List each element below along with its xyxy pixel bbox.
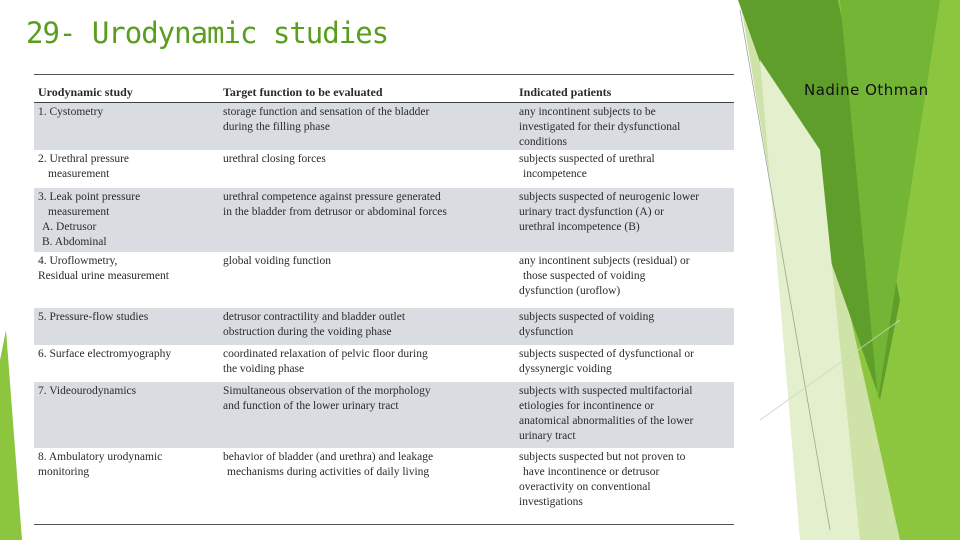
table-row	[34, 252, 734, 308]
cell-patients: subjects suspected of dysfunctional or dyssynergic voiding	[519, 348, 695, 375]
cell-study: 7. Videourodynamics	[34, 382, 219, 448]
cell-patients: subjects suspected of urethral incompetence	[519, 153, 655, 180]
header-urodynamic-study: Urodynamic study	[34, 76, 219, 103]
cell-patients: any incontinent subjects to be investigated for their dysfunctional conditions	[515, 103, 734, 151]
cell-study: 1. Cystometry	[34, 103, 219, 151]
cell-patients: any incontinent subjects (residual) or those suspected of voiding dysfunction (uroflow)	[519, 255, 690, 297]
table-row	[34, 188, 734, 252]
cell-patients: subjects suspected of voiding dysfunction	[515, 308, 734, 345]
slide-title: 29- Urodynamic studies	[26, 16, 389, 50]
decor-left-strip	[0, 330, 22, 540]
cell-target: coordinated relaxation of pelvic floor during the voiding phase	[223, 348, 428, 375]
cell-patients: subjects suspected of neurogenic lower urinary tract dysfunction (A) or urethral incompetence (B)	[515, 188, 734, 252]
cell-target: storage function and sensation of the bladder during the filling phase	[219, 103, 515, 151]
table-row	[34, 382, 734, 448]
cell-patients: subjects with suspected multifactorial etiologies for incontinence or anatomical abnormalities of the lower urinary tract	[515, 382, 734, 448]
cell-study: 4. Uroflowmetry, Residual urine measurement	[38, 255, 169, 282]
table-bottom-rule	[34, 524, 734, 525]
header-indicated-patients: Indicated patients	[515, 76, 734, 103]
cell-target: detrusor contractility and bladder outlet obstruction during the voiding phase	[219, 308, 515, 345]
cell-target: urethral closing forces	[223, 153, 326, 165]
cell-target: global voiding function	[223, 255, 331, 267]
cell-target: behavior of bladder (and urethra) and leakage mechanisms during activities of daily living	[223, 451, 434, 478]
table-row	[34, 103, 734, 151]
cell-study: 8. Ambulatory urodynamic monitoring	[38, 451, 163, 478]
author-name: Nadine Othman	[804, 81, 929, 99]
table-row	[34, 448, 734, 514]
cell-target: Simultaneous observation of the morphology and function of the lower urinary tract	[219, 382, 515, 448]
cell-study: 5. Pressure-flow studies	[34, 308, 219, 345]
cell-study: 3. Leak point pressure measurement A. Detrusor B. Abdominal	[34, 188, 219, 252]
table-row	[34, 345, 734, 382]
cell-study: 6. Surface electromyography	[38, 348, 172, 360]
urodynamic-studies-table	[34, 76, 734, 514]
table-top-rule	[34, 74, 734, 75]
urodynamic-table-image	[30, 70, 738, 528]
table-row	[34, 308, 734, 345]
table-header-row	[34, 76, 734, 103]
cell-target: urethral competence against pressure generated in the bladder from detrusor or abdominal forces	[219, 188, 515, 252]
cell-study: 2. Urethral pressure measurement	[38, 153, 130, 180]
header-target-function: Target function to be evaluated	[219, 76, 515, 103]
table-row	[34, 150, 734, 188]
cell-patients: subjects suspected but not proven to have incontinence or detrusor overactivity on conventional investigations	[519, 451, 686, 508]
